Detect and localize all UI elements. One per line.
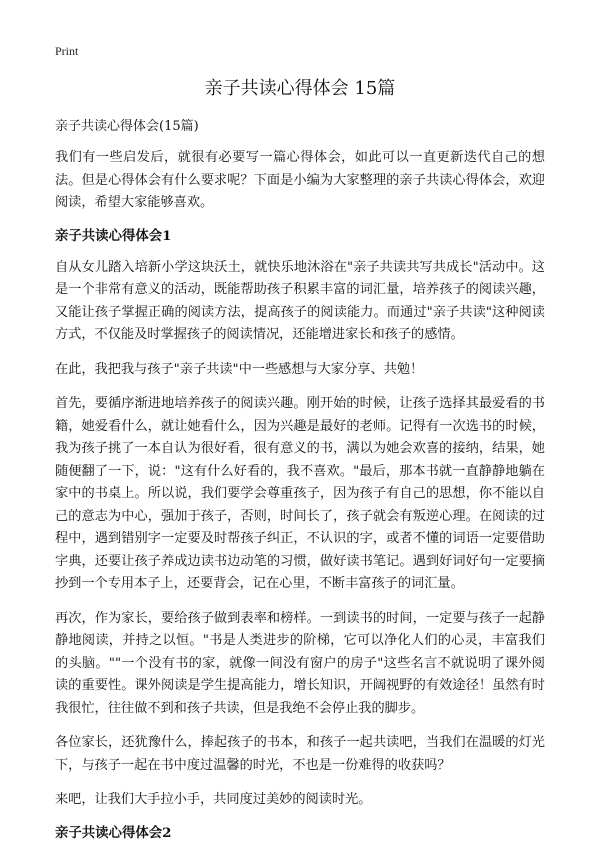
paragraph-2: 在此，我把我与孩子"亲子共读"中一些感想与大家分享、共勉！ [55, 361, 424, 377]
document-title: 亲子共读心得体会 15篇 [204, 78, 396, 99]
intro-paragraph: 我们有一些启发后，就很有必要写一篇心得体会，如此可以一直更新迭代自己的想法。但是心得体会有什么要求呢？下面是小编为大家整理的亲子共读心得体会，欢迎阅读，希望大家能够喜欢。 [55, 150, 545, 210]
document-subtitle: 亲子共读心得体会(15篇) [55, 119, 199, 134]
paragraph-5: 各位家长，还犹豫什么，捧起孩子的书本，和孩子一起共读吧，当我们在温暖的灯光下，与孩子一起在书中度过温馨的时光，不也是一份难得的收获吗？ [55, 735, 545, 773]
paragraph-1: 自从女儿踏入培新小学这块沃土，就快乐地沐浴在"亲子共读共写共成长"活动中。这是一个非常有意义的活动，既能帮助孩子积累丰富的词汇量，培养孩子的阅读兴趣，又能让孩子掌握正确的阅读方法，提高孩子的阅读能力。而通过"亲子共读"这种阅读方式，不仅能及时掌握孩子的阅读情况，还能增进家长和孩子的感情。 [55, 259, 545, 342]
section-heading-1: 亲子共读心得体会1 [55, 227, 172, 244]
section-heading-2: 亲子共读心得体会2 [55, 824, 172, 841]
paragraph-3: 首先，要循序渐进地培养孩子的阅读兴趣。刚开始的时候，让孩子选择其最爱看的书籍，她爱看什么，就让她看什么，因为兴趣是最好的老师。记得有一次选书的时候，我为孩子挑了一本自认为很好看，很有意义的书，满以为她会欢喜的接纳，结果，她随便翻了一下，说："这有什么好看的，我不喜欢。"最后，那本书就一直静静地躺在家中的书桌上。所以说，我们要学会尊重孩子，因为孩子有自己的思想，你不能以自己的意志为中心，强加于孩子，否则，时间长了，孩子就会有叛逆心理。在阅读的过程中，遇到错别字一定要及时帮孩子纠正，不认识的字，或者不懂的词语一定要借助字典，还要让孩子养成边读书边动笔的习惯，做好读书笔记。遇到好词好句一定要摘抄到一个专用本子上，还要背会，记在心里，不断丰富孩子的词汇量。 [55, 396, 545, 591]
document-body [55, 147, 545, 854]
paragraph-6: 来吧，让我们大手拉小手，共同度过美妙的阅读时光。 [55, 792, 372, 807]
print-link[interactable]: Print [55, 44, 79, 58]
paragraph-4: 再次，作为家长，要给孩子做到表率和榜样。一到读书的时间，一定要与孩子一起静静地阅读，并持之以恒。"书是人类进步的阶梯，它可以净化人们的心灵，丰富我们的头脑。""一个没有书的家，就像一间没有窗户的房子"这些名言不就说明了课外阅读的重要性。课外阅读是学生提高能力，增长知识，开阔视野的有效途径！虽然有时我很忙，往往做不到和孩子共读，但是我绝不会停止我的脚步。 [55, 610, 545, 716]
